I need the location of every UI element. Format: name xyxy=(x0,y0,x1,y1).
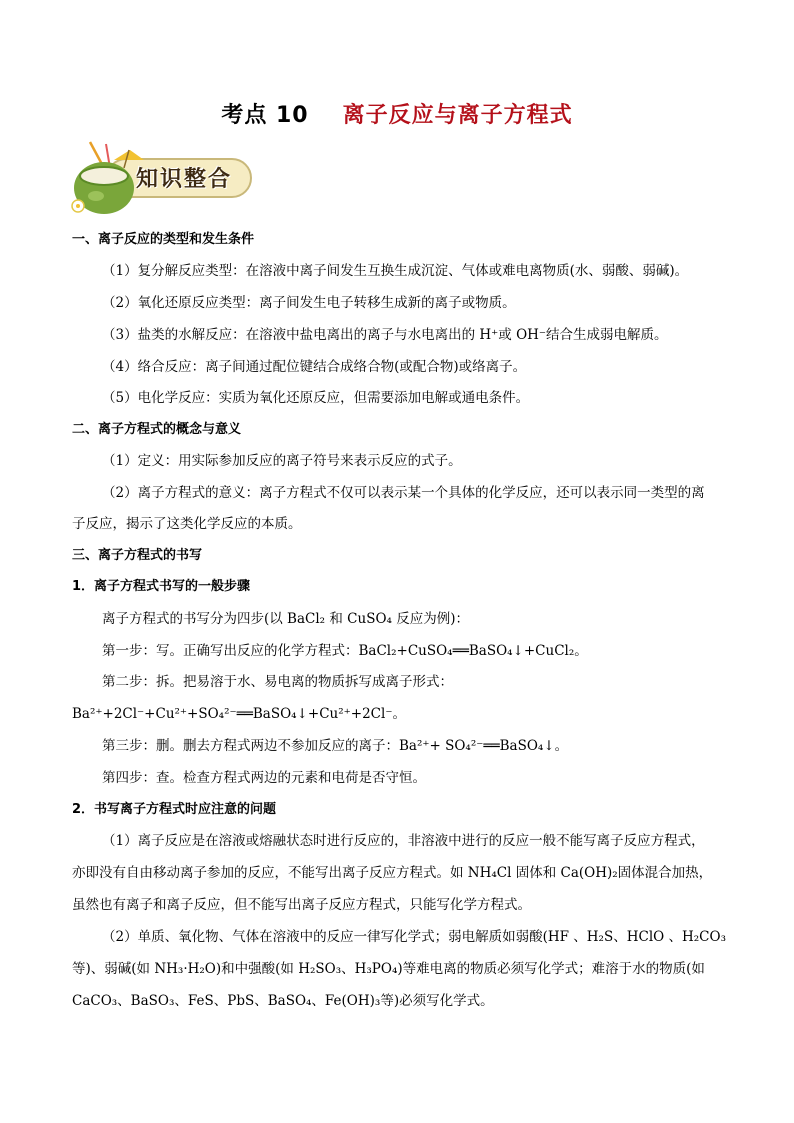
title-prefix: 考点 10 xyxy=(221,103,309,128)
subsection-heading-1: 1．离子方程式书写的一般步骤 xyxy=(72,579,251,594)
step-line: 离子方程式的书写分为四步(以 BaCl₂ 和 CuSO₄ 反应为例)： xyxy=(102,611,469,627)
section-banner xyxy=(66,140,256,210)
section-heading-2: 二、离子方程式的概念与意义 xyxy=(72,422,242,437)
step-line: 第三步：删。删去方程式两边不参加反应的离子：Ba²⁺+ SO₄²⁻══BaSO₄↓。 xyxy=(102,738,569,754)
equation-line: Ba²⁺+2Cl⁻+Cu²⁺+SO₄²⁻══BaSO₄↓+Cu²⁺+2Cl⁻。 xyxy=(72,706,406,722)
title-main: 离子反应与离子方程式 xyxy=(342,103,573,128)
step-line: 第二步：拆。把易溶于水、易电离的物质拆写成离子形式： xyxy=(102,674,453,690)
list-item: （1）定义：用实际参加反应的离子符号来表示反应的式子。 xyxy=(102,453,462,469)
paragraph-line: 等)、弱碱(如 NH₃·H₂O)和中强酸(如 H₂SO₃、H₃PO₄)等难电离的物质必须写化学式；难溶于水的物质(如 xyxy=(72,961,705,977)
section-heading-3: 三、离子方程式的书写 xyxy=(72,548,203,563)
paragraph-line: CaCO₃、BaSO₃、FeS、PbS、BaSO₄、Fe(OH)₃等)必须写化学式。 xyxy=(72,993,494,1009)
list-item: 子反应，揭示了这类化学反应的本质。 xyxy=(72,516,302,532)
list-item: （4）络合反应：离子间通过配位键结合成络合物(或配合物)或络离子。 xyxy=(102,359,527,375)
list-item: （2）离子方程式的意义：离子方程式不仅可以表示某一个具体的化学反应，还可以表示同一类型的离 xyxy=(102,485,705,501)
list-item: （2）氧化还原反应类型：离子间发生电子转移生成新的离子或物质。 xyxy=(102,295,516,311)
list-item: （3）盐类的水解反应：在溶液中盐电离出的离子与水电离出的 H⁺或 OH⁻结合生成弱电解质。 xyxy=(102,327,668,343)
paragraph-line: （2）单质、氧化物、气体在溶液中的反应一律写化学式；弱电解质如弱酸(HF 、H₂S、HClO 、H₂CO₃ xyxy=(102,929,726,945)
step-line: 第一步：写。正确写出反应的化学方程式：BaCl₂+CuSO₄══BaSO₄↓+CuCl₂。 xyxy=(102,643,588,659)
banner-label: 知识整合 xyxy=(136,167,233,192)
step-line: 第四步：查。检查方程式两边的元素和电荷是否守恒。 xyxy=(102,770,426,786)
paragraph-line: 亦即没有自由移动离子参加的反应，不能写出离子反应方程式。如 NH₄Cl 固体和 Ca(OH)₂固体混合加热， xyxy=(72,865,713,881)
paragraph-line: 虽然也有离子和离子反应，但不能写出离子反应方程式，只能写化学方程式。 xyxy=(72,897,531,913)
page-title xyxy=(0,98,794,129)
list-item: （1）复分解反应类型：在溶液中离子间发生互换生成沉淀、气体或难电离物质(水、弱酸、弱碱)。 xyxy=(102,263,689,279)
section-heading-1: 一、离子反应的类型和发生条件 xyxy=(72,232,255,247)
paragraph-line: （1）离子反应是在溶液或熔融状态时进行反应的，非溶液中进行的反应一般不能写离子反应方程式， xyxy=(102,833,705,849)
subsection-heading-2: 2．书写离子方程式时应注意的问题 xyxy=(72,802,277,817)
list-item: （5）电化学反应：实质为氧化还原反应，但需要添加电解或通电条件。 xyxy=(102,390,530,406)
